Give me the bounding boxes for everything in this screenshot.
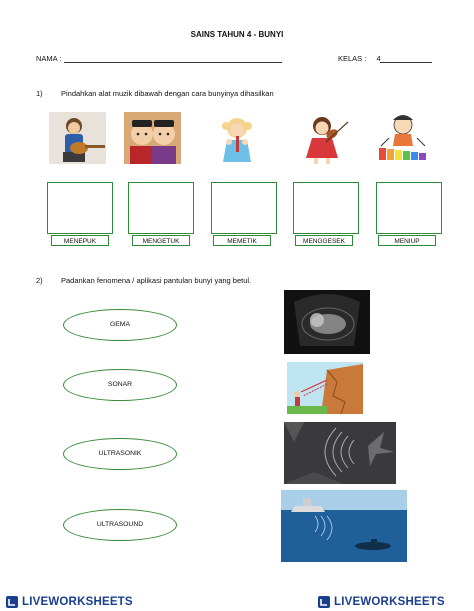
- word-memetik[interactable]: MEMETIK: [213, 235, 271, 246]
- kelas-label: [338, 54, 381, 63]
- question-1-text: Pindahkan alat muzik dibawah dengan cara bunyinya dihasilkan: [61, 89, 274, 98]
- term-ultrasonik[interactable]: ULTRASONIK: [63, 438, 177, 470]
- footer-brand-left: [6, 596, 133, 608]
- word-mengetuk[interactable]: MENGETUK: [132, 235, 190, 246]
- recorder-player-image: [209, 112, 266, 164]
- kelas-value: 4: [376, 54, 381, 63]
- footer-brand-right: [318, 596, 445, 608]
- ship-sonar-image[interactable]: [281, 490, 407, 562]
- drop-box-1[interactable]: [47, 182, 113, 234]
- liveworksheets-logo-icon: [318, 596, 330, 608]
- guitar-player-image: [49, 112, 106, 164]
- liveworksheets-logo-icon: [6, 596, 18, 608]
- drop-box-2[interactable]: [128, 182, 194, 234]
- ultrasound-scan-image[interactable]: [284, 290, 370, 354]
- footer-brand-left-text: LIVEWORKSHEETS: [22, 596, 133, 608]
- nama-input-line[interactable]: [64, 62, 282, 63]
- xylophone-player-image: [375, 112, 432, 164]
- term-gema[interactable]: GEMA: [63, 309, 177, 341]
- term-sonar[interactable]: SONAR: [63, 369, 177, 401]
- bat-echolocation-image[interactable]: [284, 422, 396, 484]
- footer-brand-right-text: LIVEWORKSHEETS: [334, 596, 445, 608]
- question-2-number: 2): [36, 276, 43, 285]
- echo-cliff-image[interactable]: [287, 362, 363, 414]
- kelas-input-line[interactable]: [380, 62, 432, 63]
- word-menepuk[interactable]: MENEPUK: [51, 235, 109, 246]
- kelas-label-text: KELAS :: [338, 54, 367, 63]
- worksheet-title: SAINS TAHUN 4 - BUNYI: [190, 30, 284, 39]
- word-menggesek[interactable]: MENGGESEK: [295, 235, 353, 246]
- drop-box-3[interactable]: [211, 182, 277, 234]
- question-2-text: Padankan fenomena / aplikasi pantulan bunyi yang betul.: [61, 276, 252, 285]
- question-1-number: 1): [36, 89, 43, 98]
- violin-player-image: [296, 112, 353, 164]
- word-meniup[interactable]: MENIUP: [378, 235, 436, 246]
- drop-box-5[interactable]: [376, 182, 442, 234]
- term-ultrasound[interactable]: ULTRASOUND: [63, 509, 177, 541]
- drop-box-4[interactable]: [293, 182, 359, 234]
- kompang-players-image: [124, 112, 181, 164]
- nama-label: NAMA :: [36, 54, 62, 63]
